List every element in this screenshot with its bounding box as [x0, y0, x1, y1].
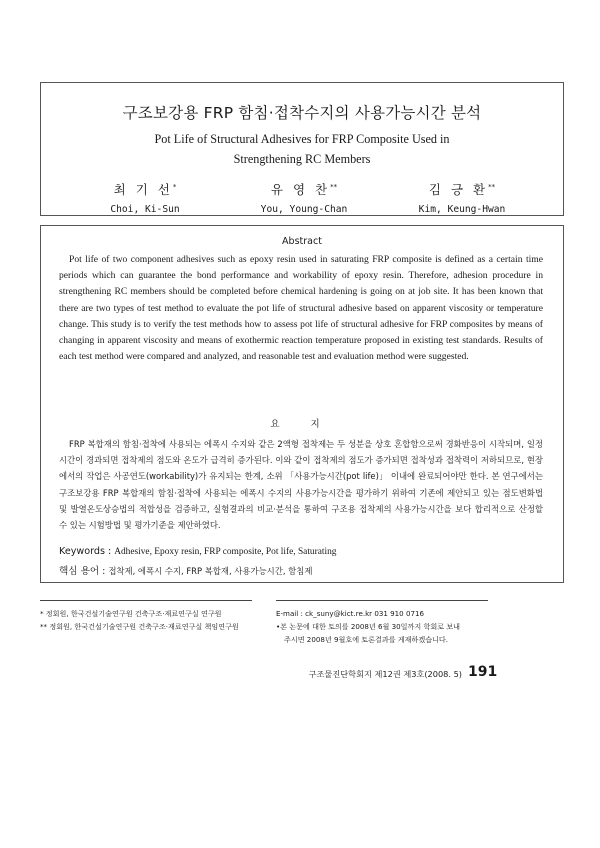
author-1: [70, 179, 220, 215]
abstract-text: Pot life of two component adhesives such as epoxy resin used in saturating FRP composite is defined as a certain time periods which can guarantee the bond performance and workability of epoxy resin. Therefore, adhesion procedure in strengthening RC members should be completed before chemical hardening is going on at job site. It has been known that there are two types of test method to evaluate the pot life of structural adhesive based on apparent viscosity or temperature change. This study is to verify the test methods how to assess pot life of structural adhesive for FRP composites by means of changing in apparent viscosity and means of exothermic reaction temperature proposed in existing test standards. Results of each test method were compared and analyzed, and reasonable test and evaluation method were suggested.: [59, 254, 543, 363]
keywords-english-label: Keywords :: [59, 546, 112, 557]
author-3-mark: **: [488, 182, 496, 191]
author-3: [387, 179, 537, 215]
summary-text: FRP 복합재의 함침·접착에 사용되는 에폭시 수지와 같은 2액형 접착제는 두 성분을 상호 혼합함으로써 경화반응이 시작되며, 일정 시간이 경과되면 접착제의 점도와 온도가 급격히 증가된다. 이와 같이 접착제의 점도가 증가되면 접착성과 접착력이 저하되므로, 현장에서의 작업은 사공연도(workability)가 유지되는 한계, 소위 「사용가능시간(pot life)」 이내에 완료되어야만 한다. 본 연구에서는 구조보강용 FRP 복합재의 함침·접착에 사용되는 에폭시 수지의 사용가능시간을 평가하기 위하여 기존에 제안되고 있는 점도변화법 및 발열온도상승법의 적합성을 검증하고, 실험결과의 비교·분석을 통하여 구조용 접착제의 사용가능시간을 보다 합리적으로 산정할 수 있는 시험방법 및 평가기준을 제안하였다.: [59, 439, 543, 531]
keywords-korean-value: 접착제, 에폭시 수지, FRP 복합재, 사용가능시간, 함침제: [108, 566, 313, 576]
paper-title-english: [41, 129, 563, 169]
author-2-korean: 유 영 찬: [270, 182, 331, 197]
paper-title-english-line1: Pot Life of Structural Adhesives for FRP Composite Used in: [154, 132, 450, 146]
title-block: [40, 82, 564, 216]
paper-title-english-line2: Strengthening RC Members: [233, 152, 371, 166]
keywords-english-row: [59, 546, 543, 557]
author-3-english: Kim, Keung-Hwan: [418, 204, 506, 215]
author-1-mark: *: [172, 182, 177, 191]
footnote-discussion-note-2: 주시면 2008년 9월호에 토론결과를 게재하겠습니다.: [284, 635, 449, 644]
author-2: [229, 179, 379, 215]
paper-title-korean: 구조보강용 FRP 함침·접착수지의 사용가능시간 분석: [122, 104, 482, 122]
footnote-divider-left: [40, 600, 252, 601]
footnote-affiliation-1: * 정회원, 한국건설기술연구원 건축구조·재료연구실 연구원: [40, 609, 222, 618]
footnote-divider-right: [276, 600, 488, 601]
author-1-english: Choi, Ki-Sun: [110, 204, 180, 215]
author-2-mark: **: [330, 182, 338, 191]
page-number: 191: [468, 664, 498, 680]
author-1-korean: 최 기 선: [113, 182, 173, 197]
footnotes-affiliations: [40, 607, 270, 633]
journal-citation: 구조물진단학회지 제12권 제3호(2008. 5): [308, 669, 462, 679]
footnote-email: E-mail : ck_suny@kict.re.kr 031 910 0716: [276, 609, 424, 618]
footnote-affiliation-2: ** 정회원, 한국건설기술연구원 건축구조·재료연구실 책임연구원: [40, 622, 239, 631]
keywords-korean-label: 핵심 용어 :: [59, 566, 106, 577]
abstract-heading: Abstract: [282, 236, 322, 247]
footnote-discussion-note-1: •본 논문에 대한 토의를 2008년 6월 30일까지 학회로 보내: [276, 622, 461, 631]
keywords-english-value: Adhesive, Epoxy resin, FRP composite, Pot life, Saturating: [114, 547, 337, 557]
author-3-korean: 김 긍 환: [428, 182, 489, 197]
footnotes-contact: [276, 607, 526, 646]
author-2-english: You, Young-Chan: [260, 204, 348, 215]
abstract-block: [40, 225, 564, 583]
summary-heading: 요 지: [270, 419, 334, 430]
keywords-korean-row: [59, 563, 543, 577]
